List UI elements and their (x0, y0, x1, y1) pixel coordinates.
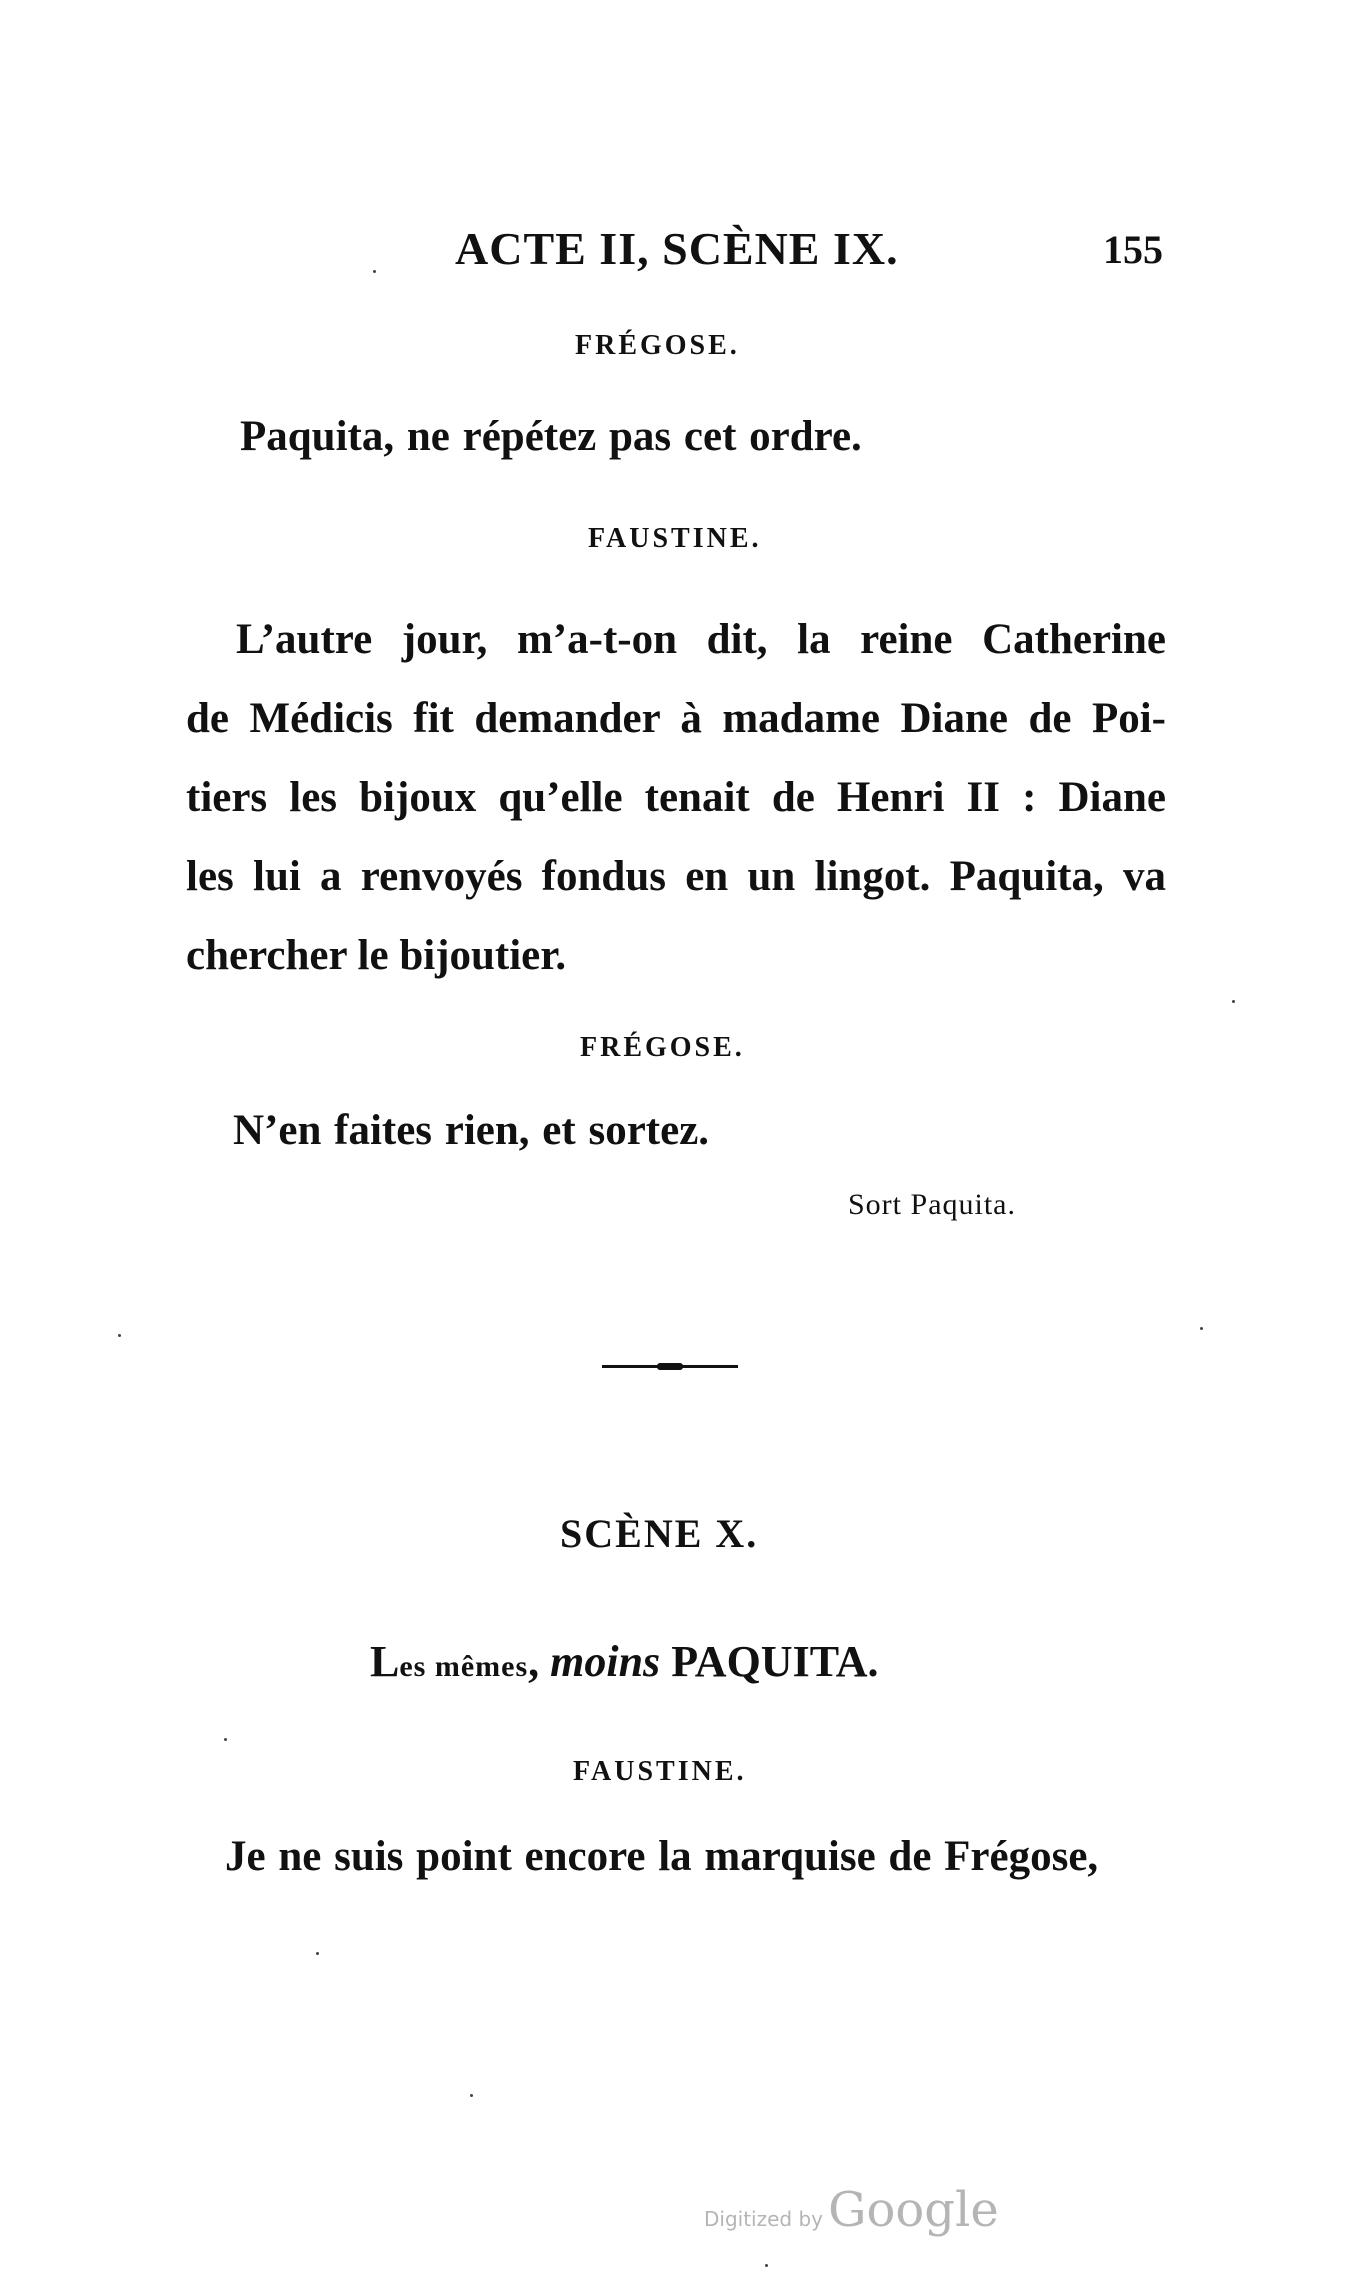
speech-line: Je ne suis point encore la marquise de Frégose, (225, 1833, 1099, 1880)
speech-line: chercher le bijoutier. (186, 932, 567, 979)
print-speck (1232, 1000, 1235, 1003)
running-head: ACTE II, SCÈNE IX. (455, 223, 899, 274)
speech-line: N’en faites rien, et sortez. (233, 1107, 710, 1154)
print-speck (316, 1952, 319, 1955)
cast-qualifier: moins (550, 1637, 661, 1686)
print-speck (765, 2264, 768, 2267)
speech-line: L’autre jour, m’a-t-on dit, la reine Catherine (236, 616, 1166, 663)
speech-line: de Médicis fit demander à madame Diane de Poi- (186, 695, 1166, 742)
speech-line: tiers les bijoux qu’elle tenait de Henri II : Diane (186, 774, 1166, 821)
speaker-label: FRÉGOSE. (575, 330, 740, 361)
google-logo: Google (828, 2182, 999, 2238)
section-divider (602, 1364, 738, 1368)
print-speck (470, 2094, 473, 2097)
watermark-prefix: Digitized by (704, 2207, 823, 2231)
speech-line: les lui a renvoyés fondus en un lingot. Paquita, va (186, 853, 1166, 900)
cast-initial: L (370, 1637, 400, 1686)
cast-name: PAQUITA. (671, 1637, 879, 1686)
stage-direction: Sort Paquita. (848, 1188, 1016, 1221)
speaker-label: FRÉGOSE. (580, 1032, 745, 1063)
print-speck (373, 270, 376, 273)
digitization-watermark (704, 2182, 999, 2238)
print-speck (224, 1738, 227, 1741)
cast-group: es mêmes (399, 1650, 529, 1683)
speech-line: Paquita, ne répétez pas cet ordre. (240, 413, 862, 460)
cast-separator: , (528, 1637, 551, 1686)
speaker-label: FAUSTINE. (573, 1756, 747, 1787)
print-speck (118, 1334, 121, 1337)
speech-paragraph (186, 600, 1166, 995)
speaker-label: FAUSTINE. (588, 523, 762, 554)
page-number: 155 (1103, 227, 1163, 272)
cast-list (370, 1636, 879, 1687)
print-speck (1200, 1327, 1203, 1330)
scene-title: SCÈNE X. (560, 1511, 759, 1556)
